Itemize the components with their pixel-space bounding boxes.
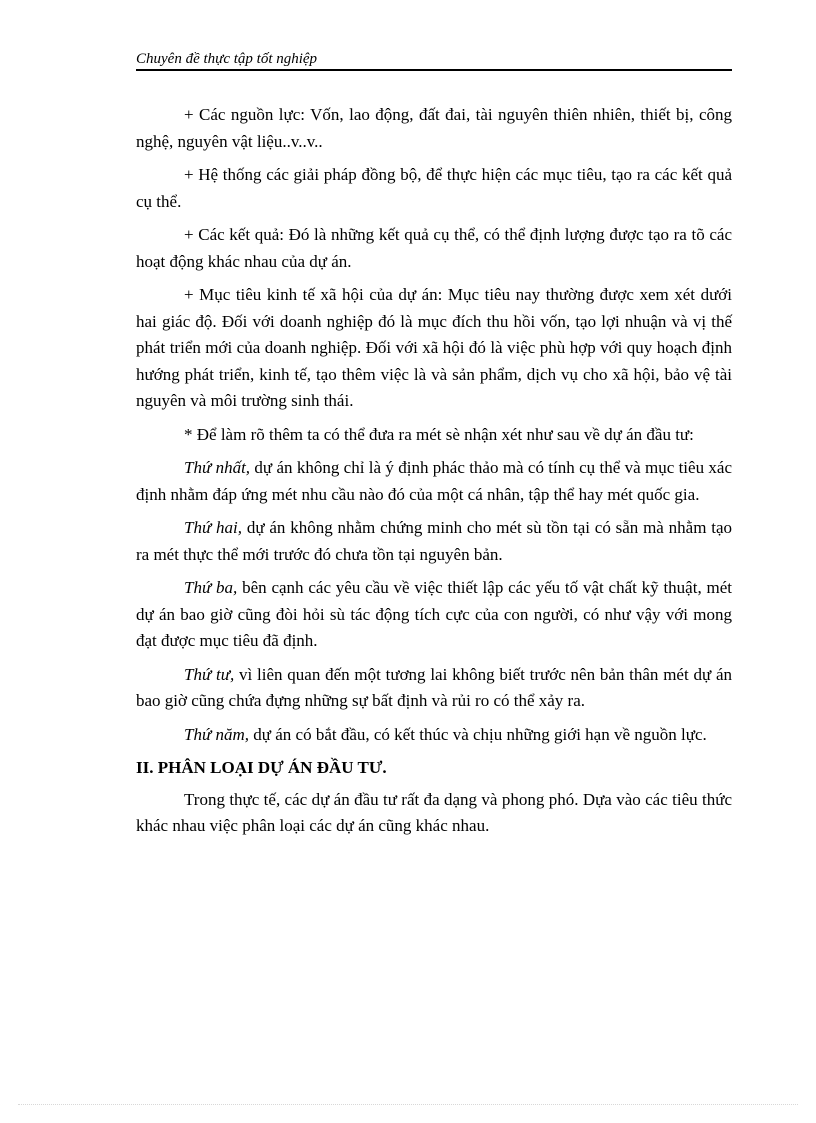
paragraph-resources: + Các nguồn lực: Vốn, lao động, đất đai, tài nguyên thiên nhiên, thiết bị, công nghệ, nguyên vật liệu..v..v.. [136,105,732,151]
remark-lead: Thứ năm, [184,724,250,744]
remark-lead: Thứ tư, [184,664,235,684]
page-bottom-divider [18,1104,798,1105]
paragraph-remarks-intro: * Để làm rõ thêm ta có thể đưa ra mét sè nhận xét như sau về dự án đầu tư: [184,424,694,444]
header-title: Chuyên đề thực tập tốt nghiệp [136,51,318,67]
paragraph-classification: Trong thực tế, các dự án đầu tư rất đa dạng và phong phó. Dựa vào các tiêu thức khác nhau việc phân loại các dự án cũng khác nhau. [136,789,732,835]
paragraph-third-remark [136,575,732,655]
remark-body: bên cạnh các yêu cầu về việc thiết lập các yếu tố vật chất kỹ thuật, mét dự án bao giờ cũng đòi hỏi sù tác động tích cực của con người, có như vậy với mong đạt được mục tiêu đã định. [136,578,732,650]
page-header [136,50,732,71]
document-body [136,102,732,847]
remark-body: dự án không chỉ là ý định phác thảo mà có tính cụ thể và mục tiêu xác định nhằm đáp ứng mét nhu cầu nào đó của một cá nhân, tập thể hay mét quốc gia. [136,458,732,504]
remark-body: dự án không nhằm chứng minh cho mét sù tồn tại có sẵn mà nhằm tạo ra mét thực thể mới trước đó chưa tồn tại nguyên bản. [136,518,732,564]
paragraph-fourth-remark [136,662,732,715]
remark-body: vì liên quan đến một tương lai không biết trước nên bản thân mét dự án bao giờ cũng chứa đựng những sự bất định và rủi ro có thể xảy ra. [136,664,732,710]
paragraph-first-remark [136,455,732,508]
remark-lead: Thứ nhất, [184,458,251,477]
remark-lead: Thứ hai, [184,518,243,537]
section-heading: II. PHÂN LOẠI DỰ ÁN ĐẦU TƯ. [136,758,387,777]
paragraph-second-remark [136,515,732,568]
remark-lead: Thứ ba, [184,578,238,597]
paragraph-fifth-remark [136,722,732,749]
paragraph-results: + Các kết quả: Đó là những kết quả cụ thể, có thể định lượng được tạo ra tõ các hoạt động khác nhau của dự án. [136,225,732,271]
paragraph-objectives: + Mục tiêu kinh tế xã hội của dự án: Mục tiêu nay thường được xem xét dưới hai giác độ. Đối với doanh nghiệp đó là mục đích thu hồi vốn, tạo lợi nhuận và vị thế phát triển mới của doanh nghiệp. Đối với xã hội đó là việc phù hợp với quy hoạch định hướng phát triển, kinh tế, tạo thêm việc là và sản phẩm, dịch vụ cho xã hội, bảo vệ tài nguyên và môi trường sinh thái. [136,285,732,410]
paragraph-solutions: + Hệ thống các giải pháp đồng bộ, để thực hiện các mục tiêu, tạo ra các kết quả cụ thể. [136,165,732,211]
remark-body: dự án có bắt đầu, có kết thúc và chịu những giới hạn về nguồn lực. [249,724,707,744]
